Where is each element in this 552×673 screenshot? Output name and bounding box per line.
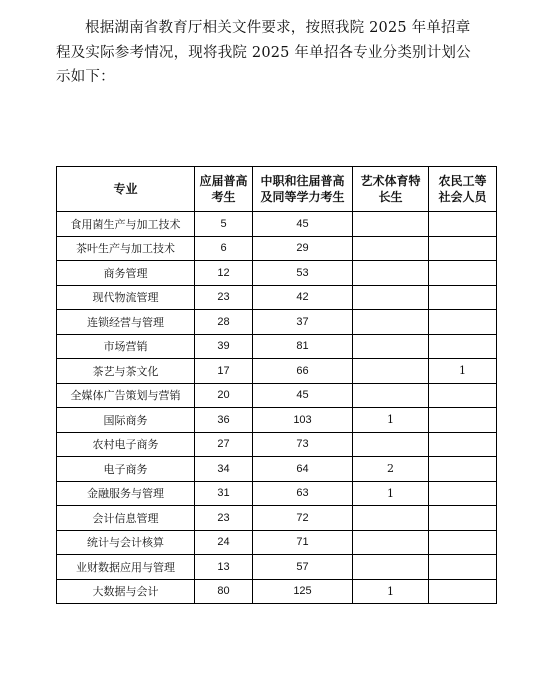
arts-count-cell xyxy=(353,310,429,335)
arts-count-cell xyxy=(353,359,429,384)
worker-count-cell xyxy=(429,408,497,433)
arts-count-cell: 1 xyxy=(353,408,429,433)
regular-count-cell: 80 xyxy=(195,579,253,604)
regular-count-cell: 17 xyxy=(195,359,253,384)
arts-count-cell: 1 xyxy=(353,481,429,506)
table-row xyxy=(57,506,497,531)
intro-line-2: 程及实际参考情况，现将我院 2025 年单招各专业分类别计划公 xyxy=(56,44,471,61)
major-cell: 电子商务 xyxy=(57,457,195,482)
major-cell: 金融服务与管理 xyxy=(57,481,195,506)
table-body xyxy=(57,212,497,604)
major-cell: 现代物流管理 xyxy=(57,285,195,310)
major-cell: 茶叶生产与加工技术 xyxy=(57,236,195,261)
enrollment-plan-table xyxy=(56,166,497,604)
vocational-count-cell: 57 xyxy=(253,555,353,580)
regular-count-cell: 23 xyxy=(195,285,253,310)
vocational-count-cell: 71 xyxy=(253,530,353,555)
arts-count-cell xyxy=(353,555,429,580)
worker-count-cell xyxy=(429,579,497,604)
regular-count-cell: 28 xyxy=(195,310,253,335)
major-cell: 茶艺与茶文化 xyxy=(57,359,195,384)
header-vocational-applicants: 中职和往届普高 及同等学力考生 xyxy=(253,167,353,212)
worker-count-cell xyxy=(429,506,497,531)
regular-count-cell: 31 xyxy=(195,481,253,506)
table-row xyxy=(57,579,497,604)
table-row xyxy=(57,236,497,261)
vocational-count-cell: 63 xyxy=(253,481,353,506)
arts-count-cell xyxy=(353,236,429,261)
arts-count-cell xyxy=(353,334,429,359)
major-cell: 国际商务 xyxy=(57,408,195,433)
vocational-count-cell: 125 xyxy=(253,579,353,604)
arts-count-cell xyxy=(353,506,429,531)
major-cell: 市场营销 xyxy=(57,334,195,359)
arts-count-cell: 2 xyxy=(353,457,429,482)
major-cell: 连锁经营与管理 xyxy=(57,310,195,335)
worker-count-cell xyxy=(429,310,497,335)
vocational-count-cell: 53 xyxy=(253,261,353,286)
table-row xyxy=(57,555,497,580)
regular-count-cell: 12 xyxy=(195,261,253,286)
regular-count-cell: 24 xyxy=(195,530,253,555)
table-row xyxy=(57,432,497,457)
vocational-count-cell: 72 xyxy=(253,506,353,531)
regular-count-cell: 20 xyxy=(195,383,253,408)
table-row xyxy=(57,530,497,555)
vocational-count-cell: 103 xyxy=(253,408,353,433)
regular-count-cell: 6 xyxy=(195,236,253,261)
major-cell: 业财数据应用与管理 xyxy=(57,555,195,580)
worker-count-cell xyxy=(429,432,497,457)
arts-count-cell xyxy=(353,432,429,457)
vocational-count-cell: 29 xyxy=(253,236,353,261)
worker-count-cell xyxy=(429,285,497,310)
vocational-count-cell: 37 xyxy=(253,310,353,335)
regular-count-cell: 5 xyxy=(195,212,253,237)
major-cell: 农村电子商务 xyxy=(57,432,195,457)
intro-line-1: 根据湖南省教育厅相关文件要求，按照我院 2025 年单招章 xyxy=(85,20,471,36)
worker-count-cell xyxy=(429,555,497,580)
regular-count-cell: 39 xyxy=(195,334,253,359)
worker-count-cell xyxy=(429,530,497,555)
regular-count-cell: 13 xyxy=(195,555,253,580)
major-cell: 全媒体广告策划与营销 xyxy=(57,383,195,408)
regular-count-cell: 27 xyxy=(195,432,253,457)
intro-line-3: 示如下： xyxy=(56,69,115,85)
worker-count-cell xyxy=(429,383,497,408)
worker-count-cell xyxy=(429,236,497,261)
table-row xyxy=(57,261,497,286)
table-row xyxy=(57,457,497,482)
regular-count-cell: 34 xyxy=(195,457,253,482)
worker-count-cell xyxy=(429,261,497,286)
table-row xyxy=(57,481,497,506)
table-row xyxy=(57,408,497,433)
arts-count-cell xyxy=(353,383,429,408)
table-row xyxy=(57,212,497,237)
table-row xyxy=(57,285,497,310)
arts-count-cell xyxy=(353,530,429,555)
header-major: 专业 xyxy=(57,167,195,212)
worker-count-cell xyxy=(429,457,497,482)
regular-count-cell: 36 xyxy=(195,408,253,433)
table-row xyxy=(57,334,497,359)
vocational-count-cell: 64 xyxy=(253,457,353,482)
header-arts-sports: 艺术体育特 长生 xyxy=(353,167,429,212)
worker-count-cell xyxy=(429,212,497,237)
arts-count-cell: 1 xyxy=(353,579,429,604)
major-cell: 大数据与会计 xyxy=(57,579,195,604)
vocational-count-cell: 66 xyxy=(253,359,353,384)
major-cell: 食用菌生产与加工技术 xyxy=(57,212,195,237)
vocational-count-cell: 73 xyxy=(253,432,353,457)
vocational-count-cell: 42 xyxy=(253,285,353,310)
worker-count-cell: 1 xyxy=(429,359,497,384)
vocational-count-cell: 81 xyxy=(253,334,353,359)
worker-count-cell xyxy=(429,334,497,359)
header-regular-graduates: 应届普高 考生 xyxy=(195,167,253,212)
intro-paragraph xyxy=(56,16,496,90)
major-cell: 会计信息管理 xyxy=(57,506,195,531)
arts-count-cell xyxy=(353,285,429,310)
worker-count-cell xyxy=(429,481,497,506)
table-row xyxy=(57,310,497,335)
table-row xyxy=(57,383,497,408)
vocational-count-cell: 45 xyxy=(253,383,353,408)
arts-count-cell xyxy=(353,261,429,286)
table-row xyxy=(57,359,497,384)
regular-count-cell: 23 xyxy=(195,506,253,531)
header-migrant-workers: 农民工等 社会人员 xyxy=(429,167,497,212)
arts-count-cell xyxy=(353,212,429,237)
major-cell: 统计与会计核算 xyxy=(57,530,195,555)
major-cell: 商务管理 xyxy=(57,261,195,286)
table-header-row xyxy=(57,167,497,212)
vocational-count-cell: 45 xyxy=(253,212,353,237)
